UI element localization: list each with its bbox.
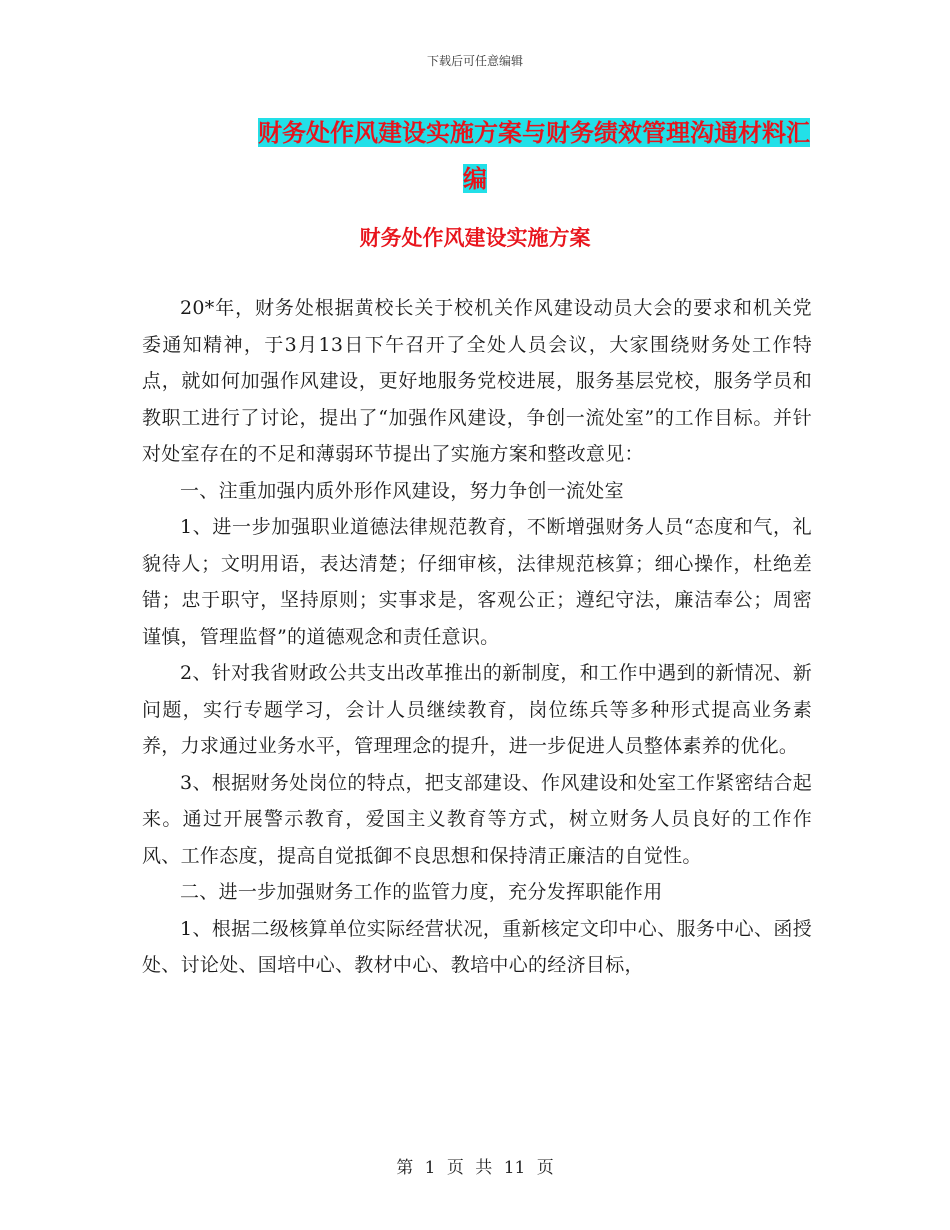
document-body (142, 290, 812, 984)
paragraph-1-1: 1、进一步加强职业道德法律规范教育，不断增强财务人员“态度和气，礼貌待人；文明用语，表达清楚；仔细审核，法律规范核算；细心操作，杜绝差错；忠于职守，坚持原则；实事求是，客观公正；遵纪守法，廉洁奉公；周密谨慎，管理监督”的道德观念和责任意识。 (142, 516, 812, 648)
paragraph-intro: 20*年，财务处根据黄校长关于校机关作风建设动员大会的要求和机关党委通知精神，于3月13日下午召开了全处人员会议，大家围绕财务处工作特点，就如何加强作风建设，更好地服务党校进展，服务基层党校，服务学员和教职工进行了讨论，提出了“加强作风建设，争创一流处室”的工作目标。并针对处室存在的不足和薄弱环节提出了实施方案和整改意见： (142, 297, 812, 465)
section-title: 财务处作风建设实施方案 (359, 225, 591, 250)
paragraph-2-1: 1、根据二级核算单位实际经营状况，重新核定文印中心、服务中心、函授处、讨论处、国培中心、教材中心、教培中心的经济目标， (142, 917, 812, 976)
main-title (140, 110, 810, 202)
main-title-line2: 编 (463, 164, 487, 193)
page-footer: 第 1 页 共 11 页 (396, 1158, 554, 1178)
paragraph-1-3: 3、根据财务处岗位的特点，把支部建设、作风建设和处室工作紧密结合起来。通过开展警示教育，爱国主义教育等方式，树立财务人员良好的工作作风、工作态度，提高自觉抵御不良思想和保持清正廉洁的自觉性。 (142, 771, 812, 867)
main-title-line1: 财务处作风建设实施方案与财务绩效管理沟通材料汇 (258, 118, 810, 147)
paragraph-1-2: 2、针对我省财政公共支出改革推出的新制度，和工作中遇到的新情况、新问题，实行专题学习，会计人员继续教育，岗位练兵等多种形式提高业务素养，力求通过业务水平，管理理念的提升，进一步促进人员整体素养的优化。 (142, 662, 812, 757)
heading-section-1: 一、注重加强内质外形作风建设，努力争创一流处室 (180, 479, 624, 502)
heading-section-2: 二、进一步加强财务工作的监管力度，充分发挥职能作用 (180, 881, 663, 903)
header-note: 下载后可任意编辑 (426, 54, 523, 68)
